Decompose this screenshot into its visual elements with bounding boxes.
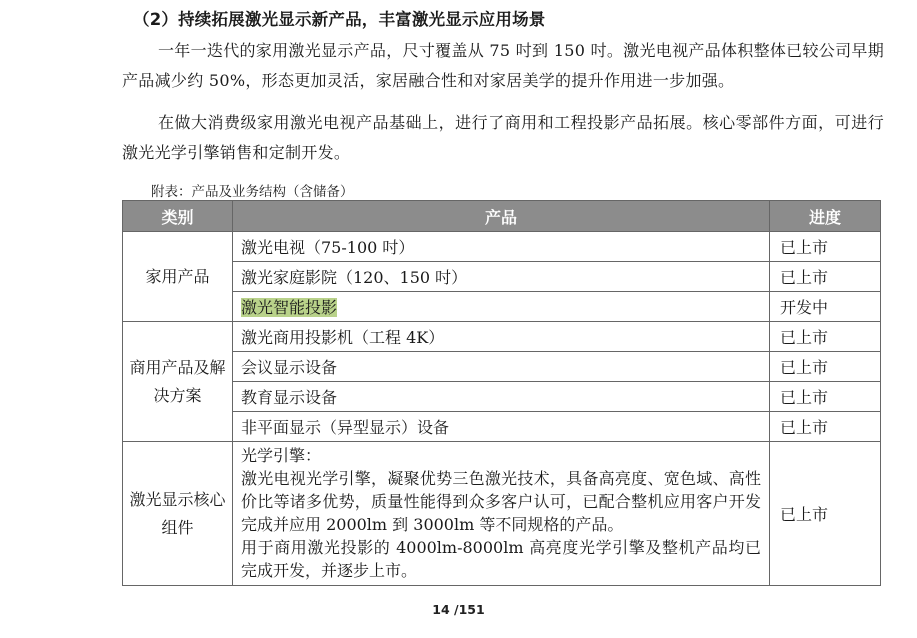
paragraph-1: 一年一迭代的家用激光显示产品，尺寸覆盖从 75 吋到 150 吋。激光电视产品体积整体已较公司早期产品减少约 50%，形态更加灵活，家居融合性和对家居美学的提升作用进一步加强。 — [122, 41, 884, 90]
description-title: 光学引擎： — [241, 446, 322, 465]
category-core-components: 激光显示核心组件 — [123, 442, 233, 586]
status-cell: 已上市 — [770, 322, 881, 352]
status-cell: 已上市 — [770, 442, 881, 586]
product-cell: 会议显示设备 — [233, 352, 770, 382]
description-paragraph-1: 激光电视光学引擎，凝聚优势三色激光技术，具备高亮度、宽色域、高性价比等诸多优势，质量性能得到众多客户认可，已配合整机应用客户开发完成并应用 2000lm 到 3000lm 等不同规格的产品。 — [241, 469, 761, 534]
status-cell: 已上市 — [770, 382, 881, 412]
page-number: 14 /151 — [432, 602, 485, 617]
status-cell: 开发中 — [770, 292, 881, 322]
product-cell: 激光商用投影机（工程 4K） — [233, 322, 770, 352]
table-row — [123, 322, 881, 352]
header-product: 产品 — [233, 201, 770, 232]
paragraph-2: 在做大消费级家用激光电视产品基础上，进行了商用和工程投影产品拓展。核心零部件方面，可进行激光光学引擎销售和定制开发。 — [122, 113, 884, 162]
highlighted-product-text: 激光智能投影 — [241, 298, 338, 317]
category-commercial: 商用产品及解决方案 — [123, 322, 233, 442]
product-cell: 激光家庭影院（120、150 吋） — [233, 262, 770, 292]
table-caption: 附表：产品及业务结构（含储备） — [151, 184, 354, 200]
product-cell: 非平面显示（异型显示）设备 — [233, 412, 770, 442]
table-row — [123, 412, 881, 442]
table-row — [123, 352, 881, 382]
table-row — [123, 382, 881, 412]
product-cell — [233, 292, 770, 322]
category-home: 家用产品 — [123, 232, 233, 322]
table-header-row — [123, 201, 881, 232]
status-cell: 已上市 — [770, 412, 881, 442]
header-status: 进度 — [770, 201, 881, 232]
table-row — [123, 232, 881, 262]
product-structure-table — [122, 200, 881, 586]
table-row — [123, 442, 881, 586]
product-description-cell — [233, 442, 770, 586]
table-row — [123, 262, 881, 292]
status-cell: 已上市 — [770, 232, 881, 262]
product-cell: 激光电视（75-100 吋） — [233, 232, 770, 262]
description-paragraph-2: 用于商用激光投影的 4000lm-8000lm 高亮度光学引擎及整机产品均已完成开发，并逐步上市。 — [241, 538, 761, 580]
section-heading: （2）持续拓展激光显示新产品，丰富激光显示应用场景 — [133, 10, 546, 29]
product-cell: 教育显示设备 — [233, 382, 770, 412]
status-cell: 已上市 — [770, 262, 881, 292]
header-category: 类别 — [123, 201, 233, 232]
status-cell: 已上市 — [770, 352, 881, 382]
table-row — [123, 292, 881, 322]
